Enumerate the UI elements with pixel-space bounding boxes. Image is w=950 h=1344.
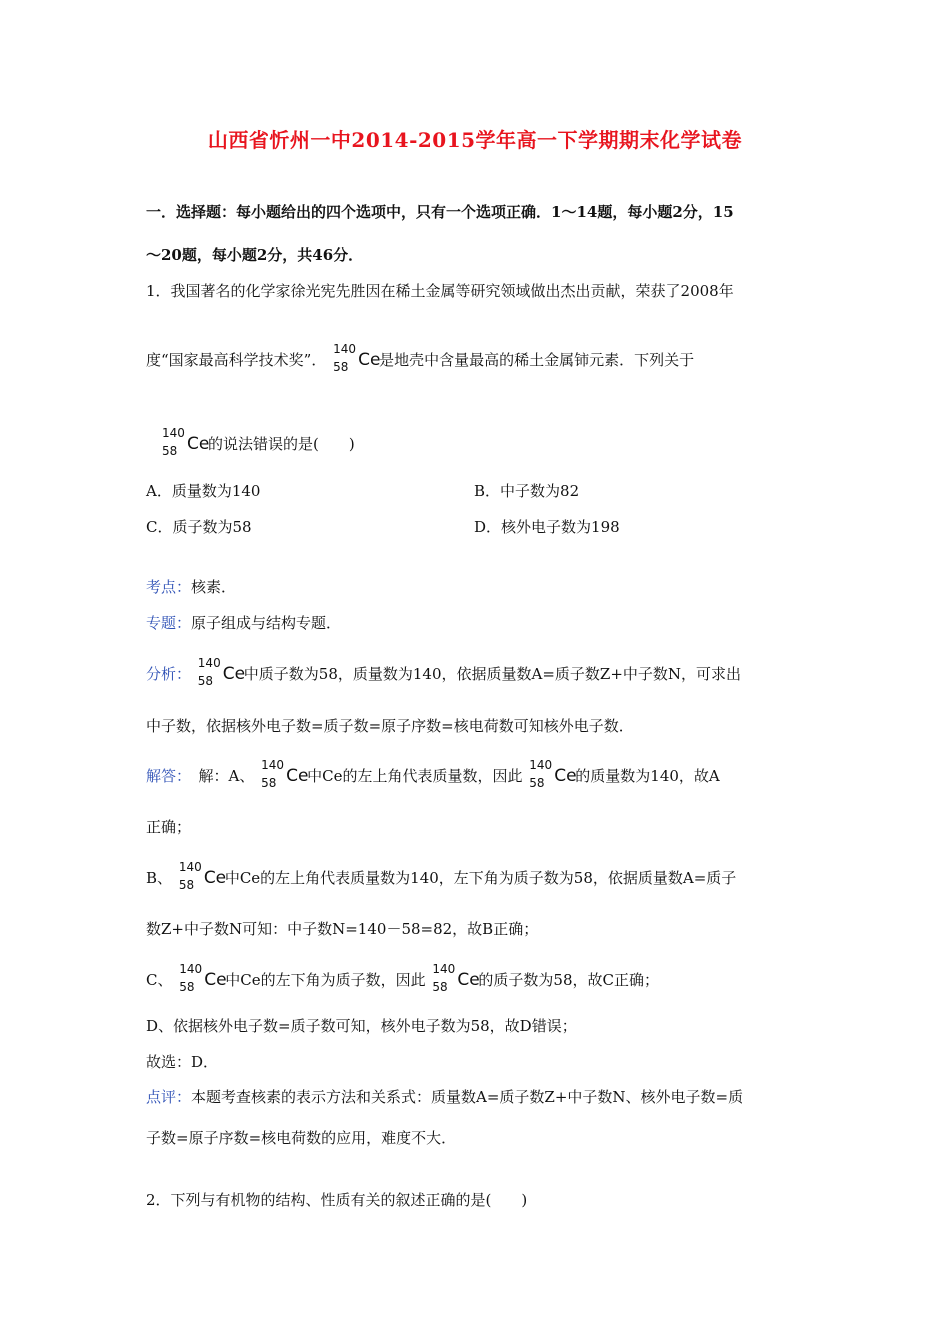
nuclide-number: 58 (179, 980, 195, 994)
jieda-text-c: 的质量数为140，故A (575, 767, 720, 785)
nuclide-number: 58 (333, 360, 349, 374)
nuclide-mass: 140 (529, 758, 553, 772)
dianping-line-2: 子数=原子序数=核电荷数的应用，难度不大． (146, 1129, 457, 1147)
nuclide-element: Ce (554, 766, 577, 786)
fenxi-line-2: 中子数，依据核外电子数=质子数=原子序数=核电荷数可知核外电子数． (146, 717, 634, 735)
option-c: C．质子数为58 (146, 518, 252, 536)
dianping-line-1 (146, 1086, 743, 1108)
jieda-c-prefix: C、 (146, 971, 173, 989)
nuclide-element: Ce (286, 766, 309, 786)
section-heading-line-2: ～20题，每小题2分，共46分． (146, 246, 364, 264)
nuclide-number: 58 (178, 878, 195, 892)
nuclide-number: 58 (197, 674, 214, 688)
nuclide-mass: 140 (432, 962, 456, 976)
zhuanti-label: 专题： (146, 614, 192, 632)
nuclide-mass: 140 (261, 758, 285, 772)
nuclide-mass: 140 (179, 962, 203, 976)
nuclide-element: Ce (187, 434, 210, 454)
section-heading-line-1: 一．选择题：每小题给出的四个选项中，只有一个选项正确．1～14题，每小题2分，15 (146, 203, 734, 221)
jieda-label: 解答： (146, 767, 184, 785)
jieda-text-a: 解：A、 (183, 767, 255, 785)
nuclide-element: Ce (358, 350, 381, 370)
nuclide-mass: 140 (178, 860, 202, 874)
jieda-text-b: 中Ce的左上角代表质量数，因此 (307, 767, 523, 785)
nuclide-mass: 140 (162, 426, 185, 440)
jieda-c-line (146, 964, 659, 998)
fenxi-line-1 (146, 658, 741, 692)
question-2-line: 2．下列与有机物的结构、性质有关的叙述正确的是( ) (146, 1191, 528, 1209)
question-1-text-a: 度“国家最高科学技术奖”． (146, 351, 327, 369)
nuclide-number: 58 (162, 444, 178, 458)
nuclide-number: 58 (261, 776, 277, 790)
jieda-c-text-c: 的质子数为58，故C正确； (478, 971, 659, 989)
dianping-text-1: 本题考查核素的表示方法和关系式：质量数A=质子数Z+中子数N、核外电子数=质 (191, 1088, 744, 1106)
question-1-line-1: 1．我国著名的化学家徐光宪先胜因在稀土金属等研究领域做出杰出贡献，荣获了2008年 (146, 282, 734, 300)
jieda-b-line-1 (146, 862, 736, 896)
kaodian-text: 核素． (191, 578, 237, 596)
zhuanti-text: 原子组成与结构专题． (191, 614, 342, 632)
question-1-line-3 (160, 428, 355, 462)
question-1-line-2 (146, 344, 694, 378)
nuclide-symbol (333, 342, 381, 378)
nuclide-mass: 140 (197, 656, 221, 670)
nuclide-symbol (179, 962, 227, 998)
nuclide-element: Ce (222, 664, 246, 684)
fenxi-label: 分析： (146, 665, 192, 683)
jieda-line-1 (146, 760, 720, 794)
nuclide-element: Ce (457, 970, 480, 990)
nuclide-number: 58 (432, 980, 448, 994)
nuclide-number: 58 (529, 776, 545, 790)
dianping-label: 点评： (146, 1088, 192, 1106)
nuclide-symbol (432, 962, 480, 998)
jieda-b-prefix: B、 (146, 869, 173, 887)
kaodian-label: 考点： (146, 578, 192, 596)
jieda-line-2: 正确； (146, 818, 192, 836)
page-title: 山西省忻州一中2014-2015学年高一下学期期末化学试卷 (207, 128, 743, 152)
option-d: D．核外电子数为198 (474, 518, 620, 536)
nuclide-symbol (261, 758, 309, 794)
kaodian-line (146, 576, 236, 598)
jieda-b-line-2: 数Z+中子数N可知：中子数N=140－58=82，故B正确； (146, 920, 539, 938)
nuclide-symbol (178, 860, 227, 896)
nuclide-mass: 140 (333, 342, 357, 356)
zhuanti-line (146, 612, 341, 634)
nuclide-symbol (162, 426, 210, 462)
nuclide-symbol (529, 758, 577, 794)
answer-choice: 故选：D． (146, 1053, 219, 1071)
jieda-b-text: 中Ce的左上角代表质量数为140，左下角为质子数为58，依据质量数A=质子 (224, 869, 737, 887)
jieda-c-text-b: 中Ce的左下角为质子数，因此 (225, 971, 426, 989)
nuclide-element: Ce (204, 970, 227, 990)
option-b: B．中子数为82 (474, 482, 580, 500)
question-1-stem-end: 的说法错误的是( ) (208, 435, 355, 453)
nuclide-element: Ce (203, 868, 227, 888)
nuclide-symbol (197, 656, 246, 692)
option-a: A．质量数为140 (146, 482, 261, 500)
question-1-text-b: 是地壳中含量最高的稀土金属铈元素．下列关于 (379, 351, 695, 369)
jieda-d-line: D、依据核外电子数=质子数可知，核外电子数为58，故D错误； (146, 1017, 577, 1035)
fenxi-text-1: 中质子数为58，质量数为140，依据质量数A=质子数Z+中子数N，可求出 (243, 665, 742, 683)
